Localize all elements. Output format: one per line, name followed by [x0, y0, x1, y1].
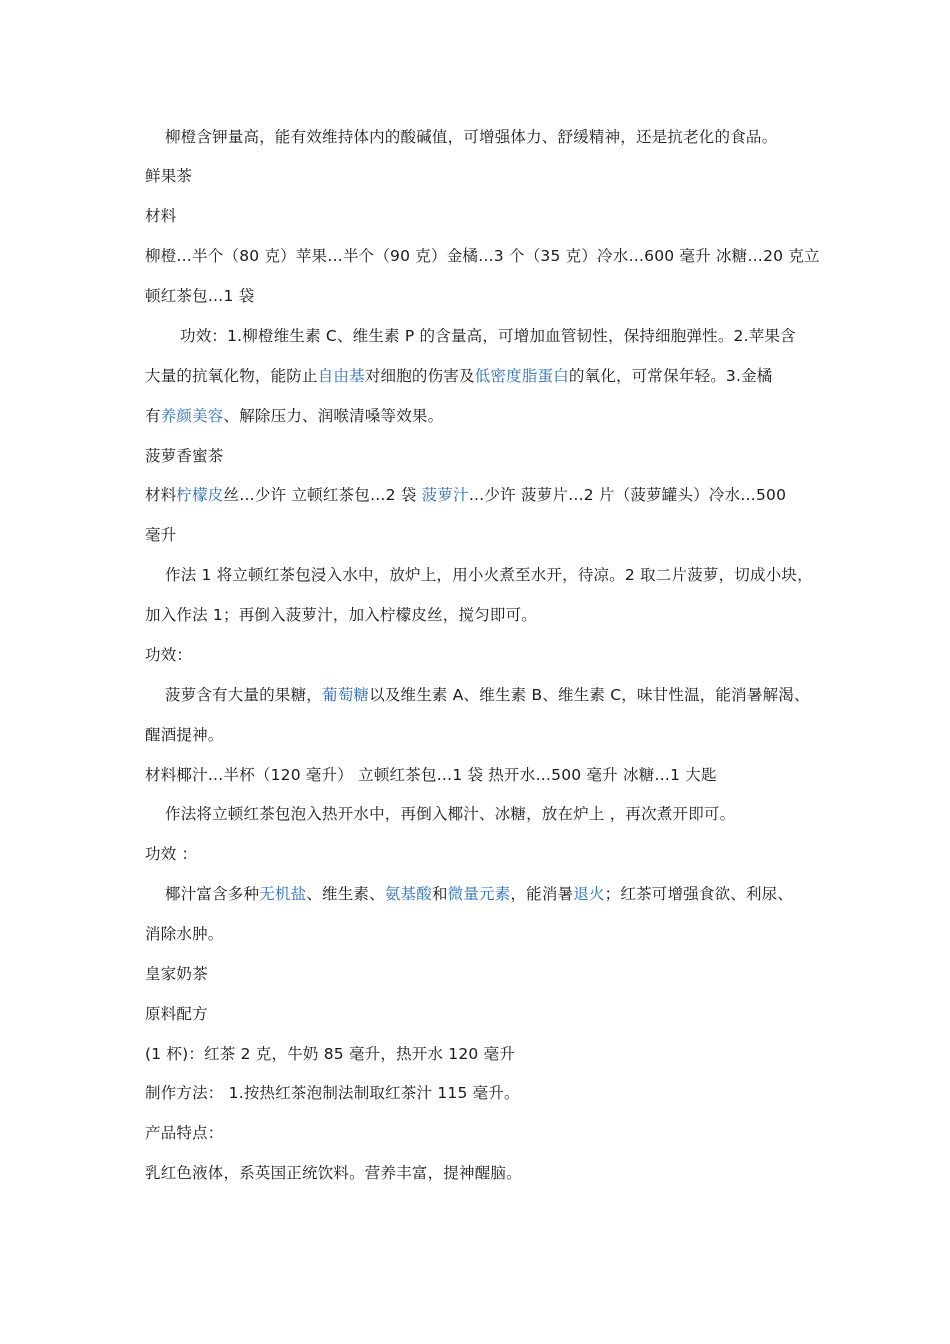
link-trace-element[interactable]: 微量元素 — [447, 885, 511, 903]
text-span: ，能消暑 — [510, 885, 574, 903]
link-reduce-heat[interactable]: 退火 — [573, 885, 605, 903]
link-pineapple-juice[interactable]: 菠萝汁 — [421, 486, 469, 504]
ingredients-line: 毫升 — [145, 526, 177, 544]
text-span: …少许 菠萝片…2 片（菠萝罐头）冷水…500 — [468, 486, 787, 504]
section-title-royal-milk-tea: 皇家奶茶 — [145, 965, 208, 983]
effect-line: 功效：1.柳橙维生素 C、维生素 P 的含量高，可增加血管韧性，保持细胞弹性。2.苹果含 — [180, 327, 796, 345]
text-span: 有 — [145, 407, 161, 425]
method-line: 作法将立顿红茶包泡入热开水中，再倒入椰汁、冰糖，放在炉上 ，再次煮开即可。 — [165, 805, 736, 823]
ingredients-line: 顿红茶包…1 袋 — [145, 287, 255, 305]
text-span: 丝…少许 立顿红茶包…2 袋 — [223, 486, 422, 504]
section-title-fresh-fruit-tea: 鲜果茶 — [145, 167, 193, 185]
effect-line — [145, 405, 820, 427]
link-inorganic-salt[interactable]: 无机盐 — [259, 885, 307, 903]
effect-line — [165, 883, 820, 905]
effect-line — [145, 365, 820, 387]
effect-line — [165, 684, 820, 706]
ingredients-line — [145, 484, 820, 506]
effect-line: 醒酒提神。 — [145, 726, 224, 744]
text-span: 、解除压力、润喉清嗓等效果。 — [223, 407, 444, 425]
effect-line: 消除水肿。 — [145, 925, 224, 943]
method-line: 加入作法 1；再倒入菠萝汁，加入柠檬皮丝，搅匀即可。 — [145, 606, 537, 624]
paragraph-intro: 柳橙含钾量高，能有效维持体内的酸碱值，可增强体力、舒缓精神，还是抗老化的食品。 — [165, 128, 778, 146]
text-span: 材料 — [145, 486, 177, 504]
link-ldl[interactable]: 低密度脂蛋白 — [474, 367, 569, 385]
link-lemon-peel[interactable]: 柠檬皮 — [176, 486, 224, 504]
section-title-pineapple-tea: 菠萝香蜜茶 — [145, 447, 224, 465]
text-span: 大量的抗氧化物，能防止 — [145, 367, 318, 385]
link-beauty[interactable]: 养颜美容 — [160, 407, 224, 425]
method-line: 作法 1 将立顿红茶包浸入水中，放炉上，用小火煮至水开，待凉。2 取二片菠萝，切成小块， — [165, 566, 813, 584]
ingredients-label: 材料 — [145, 207, 177, 225]
recipe-label: 原料配方 — [145, 1005, 208, 1023]
link-glucose[interactable]: 葡萄糖 — [322, 686, 370, 704]
text-span: 和 — [431, 885, 448, 903]
text-span: 、维生素、 — [306, 885, 385, 903]
ingredients-line: 柳橙…半个（80 克）苹果…半个（90 克）金橘…3 个（35 克）冷水…600 毫升 冰糖…20 克立 — [145, 247, 820, 265]
method-line: 制作方法： 1.按热红茶泡制法制取红茶汁 115 毫升。 — [145, 1084, 520, 1102]
link-amino-acid[interactable]: 氨基酸 — [384, 885, 432, 903]
link-free-radical[interactable]: 自由基 — [317, 367, 365, 385]
text-span: 对细胞的伤害及 — [364, 367, 475, 385]
text-span: 椰汁富含多种 — [165, 885, 260, 903]
text-span: ；红茶可增强食欲、利尿、 — [604, 885, 794, 903]
recipe-line: (1 杯)：红茶 2 克，牛奶 85 毫升，热开水 120 毫升 — [145, 1045, 516, 1063]
text-span: 以及维生素 A、维生素 B、维生素 C，味甘性温，能消暑解渴、 — [369, 686, 810, 704]
effect-label: 功效： — [145, 646, 193, 664]
effect-label: 功效 ： — [145, 845, 198, 863]
ingredients-line: 材料椰汁…半杯（120 毫升） 立顿红茶包…1 袋 热开水…500 毫升 冰糖…1 大匙 — [145, 766, 717, 784]
feature-line: 乳红色液体，系英国正统饮料。营养丰富，提神醒脑。 — [145, 1164, 522, 1182]
text-span: 的氧化，可常保年轻。3.金橘 — [568, 367, 773, 385]
feature-label: 产品特点： — [145, 1124, 224, 1142]
text-span: 菠萝含有大量的果糖， — [165, 686, 323, 704]
